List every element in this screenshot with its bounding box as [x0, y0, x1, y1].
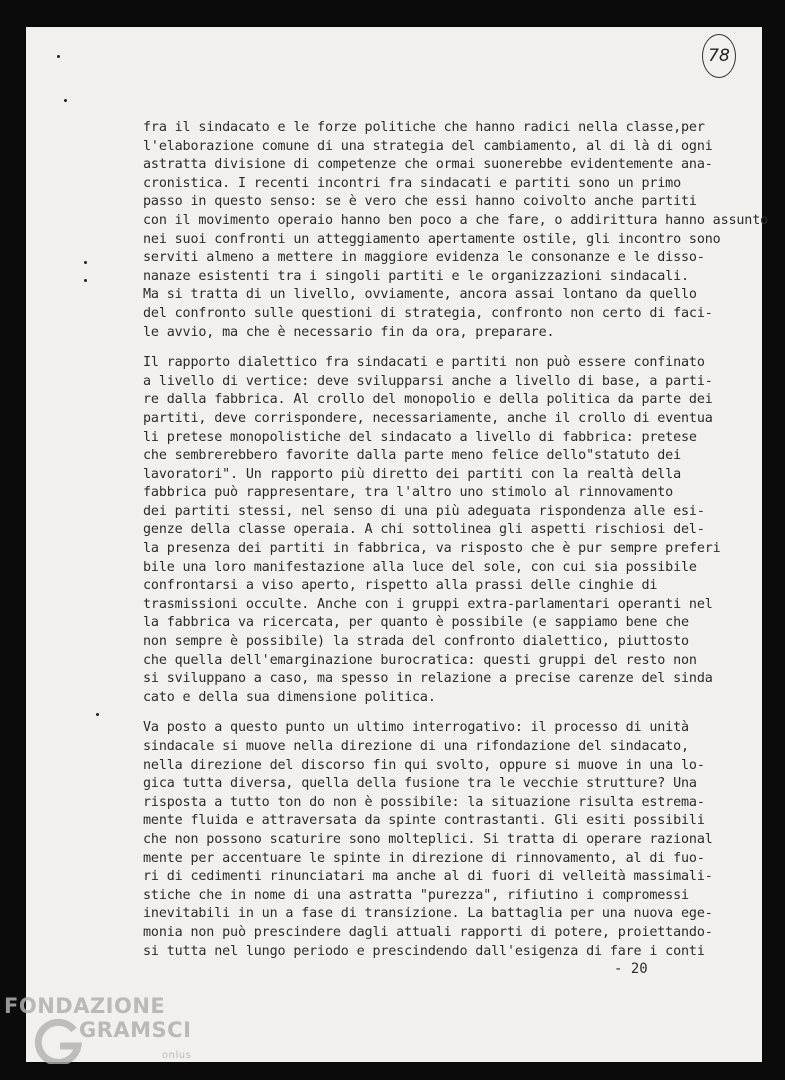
text-line: trasmissioni occulte. Anche con i gruppi extra-parlamentari operanti nel — [143, 596, 713, 612]
watermark-logo — [4, 992, 204, 1074]
text-line: si tutta nel lungo periodo e prescindendo dall'esigenza di fare i conti — [143, 943, 705, 959]
document-page — [26, 27, 769, 1062]
text-line: si sviluppano a caso, ma spesso in relazione a precise carenze del sinda — [143, 671, 713, 687]
text-line: nella direzione del discorso fin qui svolto, oppure si muove in una lo- — [143, 757, 705, 773]
text-line: sindacale si muove nella direzione di una rifondazione del sindacato, — [143, 739, 689, 754]
text-line: a livello di vertice: deve svilupparsi anche a livello di base, a parti- — [143, 373, 713, 389]
text-line: ri di cedimenti rinunciatari ma anche al di fuori di velleità massimali- — [143, 869, 713, 885]
text-line: le avvio, ma che è necessario fin da ora, preparare. — [143, 324, 555, 340]
text-line: la presenza dei partiti in fabbrica, va risposto che è pur sempre preferi — [143, 541, 721, 557]
text-line: che quella dell'emarginazione burocratica: questi gruppi del resto non — [143, 652, 697, 668]
text-line: fabbrica può rappresentare, tra l'altro uno stimolo al rinnovamento — [143, 485, 674, 501]
text-line: inevitabili in un a fase di transizione. La battaglia per una nuova ege- — [143, 906, 713, 922]
text-line: risposta a tutto ton do non è possibile: la situazione risulta estrema- — [143, 794, 705, 810]
text-line: cronistica. I recenti incontri fra sindacati e partiti sono un primo — [143, 175, 682, 191]
text-line: dei partiti stessi, nel senso di una più adeguata rispondenza alle esi- — [143, 503, 705, 519]
paragraph — [143, 719, 713, 961]
text-line: genze della classe operaia. A chi sottolinea gli aspetti rischiosi del- — [143, 522, 705, 538]
text-line: che non possono scaturire sono molteplici. Si tratta di operare razional — [143, 831, 713, 847]
text-line: mente per accentuare le spinte in direzione di rinnovamento, al di fuo- — [143, 850, 705, 866]
gramsci-g-logo-icon — [34, 1016, 82, 1064]
archive-stamp — [702, 34, 736, 78]
text-line: Va posto a questo punto un ultimo interrogativo: il processo di unità — [143, 720, 689, 736]
text-line: gica tutta diversa, quella della fusione tra le vecchie strutture? Una — [143, 776, 697, 792]
paragraph — [143, 354, 721, 707]
text-line: monia non può prescindere dagli attuali rapporti di potere, proiettando- — [143, 924, 713, 940]
text-line: che sembrerebbero favorite dalla parte meno felice dello"statuto dei — [143, 448, 682, 464]
watermark-line-3: onlus — [162, 1050, 192, 1061]
watermark-line-1: FONDAZIONE — [4, 994, 166, 1018]
text-line: fra il sindacato e le forze politiche che hanno radici nella classe,per — [143, 120, 705, 135]
text-line: nei suoi confronti un atteggiamento apertamente ostile, gli incontro sono — [143, 231, 721, 247]
text-line: nanaze esistenti tra i singoli partiti e le organizzazioni sindacali. — [143, 268, 689, 284]
text-line: passo in questo senso: se è vero che essi hanno coivolto anche partiti — [143, 194, 697, 210]
text-line: mente fluida e attraversata da spinte contrastanti. Gli esiti possibili — [143, 813, 705, 829]
text-line: del confronto sulle questioni di strategia, confronto non certo di faci- — [143, 305, 713, 321]
paragraph — [143, 119, 769, 342]
body-text — [143, 119, 769, 961]
text-line: la fabbrica va ricercata, per quanto è possibile (e sappiamo bene che — [143, 615, 689, 631]
archive-number: 78 — [708, 46, 730, 66]
text-line: li pretese monopolistiche del sindacato a livello di fabbrica: pretese — [143, 429, 697, 445]
text-line: confrontarsi a viso aperto, rispetto alla prassi delle cinghie di — [143, 578, 658, 594]
margin-dot — [84, 279, 87, 282]
text-line: re dalla fabbrica. Al crollo del monopolio e della politica da parte dei — [143, 392, 713, 408]
text-line: partiti, deve corrispondere, necessariamente, anche il crollo di eventua — [143, 410, 713, 426]
margin-dot — [64, 99, 67, 102]
text-line: l'elaborazione comune di una strategia del cambiamento, al di là di ogni — [143, 138, 713, 154]
text-line: non sempre è possibile) la strada del confronto dialettico, piuttosto — [143, 634, 689, 650]
margin-dot — [84, 261, 87, 264]
text-line: con il movimento operaio hanno ben poco a che fare, o addirittura hanno assunto — [143, 212, 769, 228]
margin-dot — [57, 55, 60, 58]
margin-dot — [96, 713, 99, 716]
text-line: cato e della sua dimensione politica. — [143, 689, 436, 705]
text-line: Ma si tratta di un livello, ovviamente, ancora assai lontano da quello — [143, 287, 697, 303]
text-line: lavoratori". Un rapporto più diretto dei partiti con la realtà della — [143, 466, 682, 482]
text-line: Il rapporto dialettico fra sindacati e partiti non può essere confinato — [143, 355, 705, 371]
text-line: astratta divisione di competenze che ormai suonerebbe evidentemente ana- — [143, 157, 713, 173]
text-line: serviti almeno a mettere in maggiore evidenza le consonanze e le disso- — [143, 250, 705, 266]
text-line: bile una loro manifestazione alla luce del sole, con cui sia possibile — [143, 559, 697, 575]
watermark-line-2: GRAMSCI — [79, 1018, 192, 1042]
page-number: - 20 — [614, 961, 648, 977]
text-line: stiche che in nome di una astratta "purezza", rifiutino i compromessi — [143, 887, 689, 903]
